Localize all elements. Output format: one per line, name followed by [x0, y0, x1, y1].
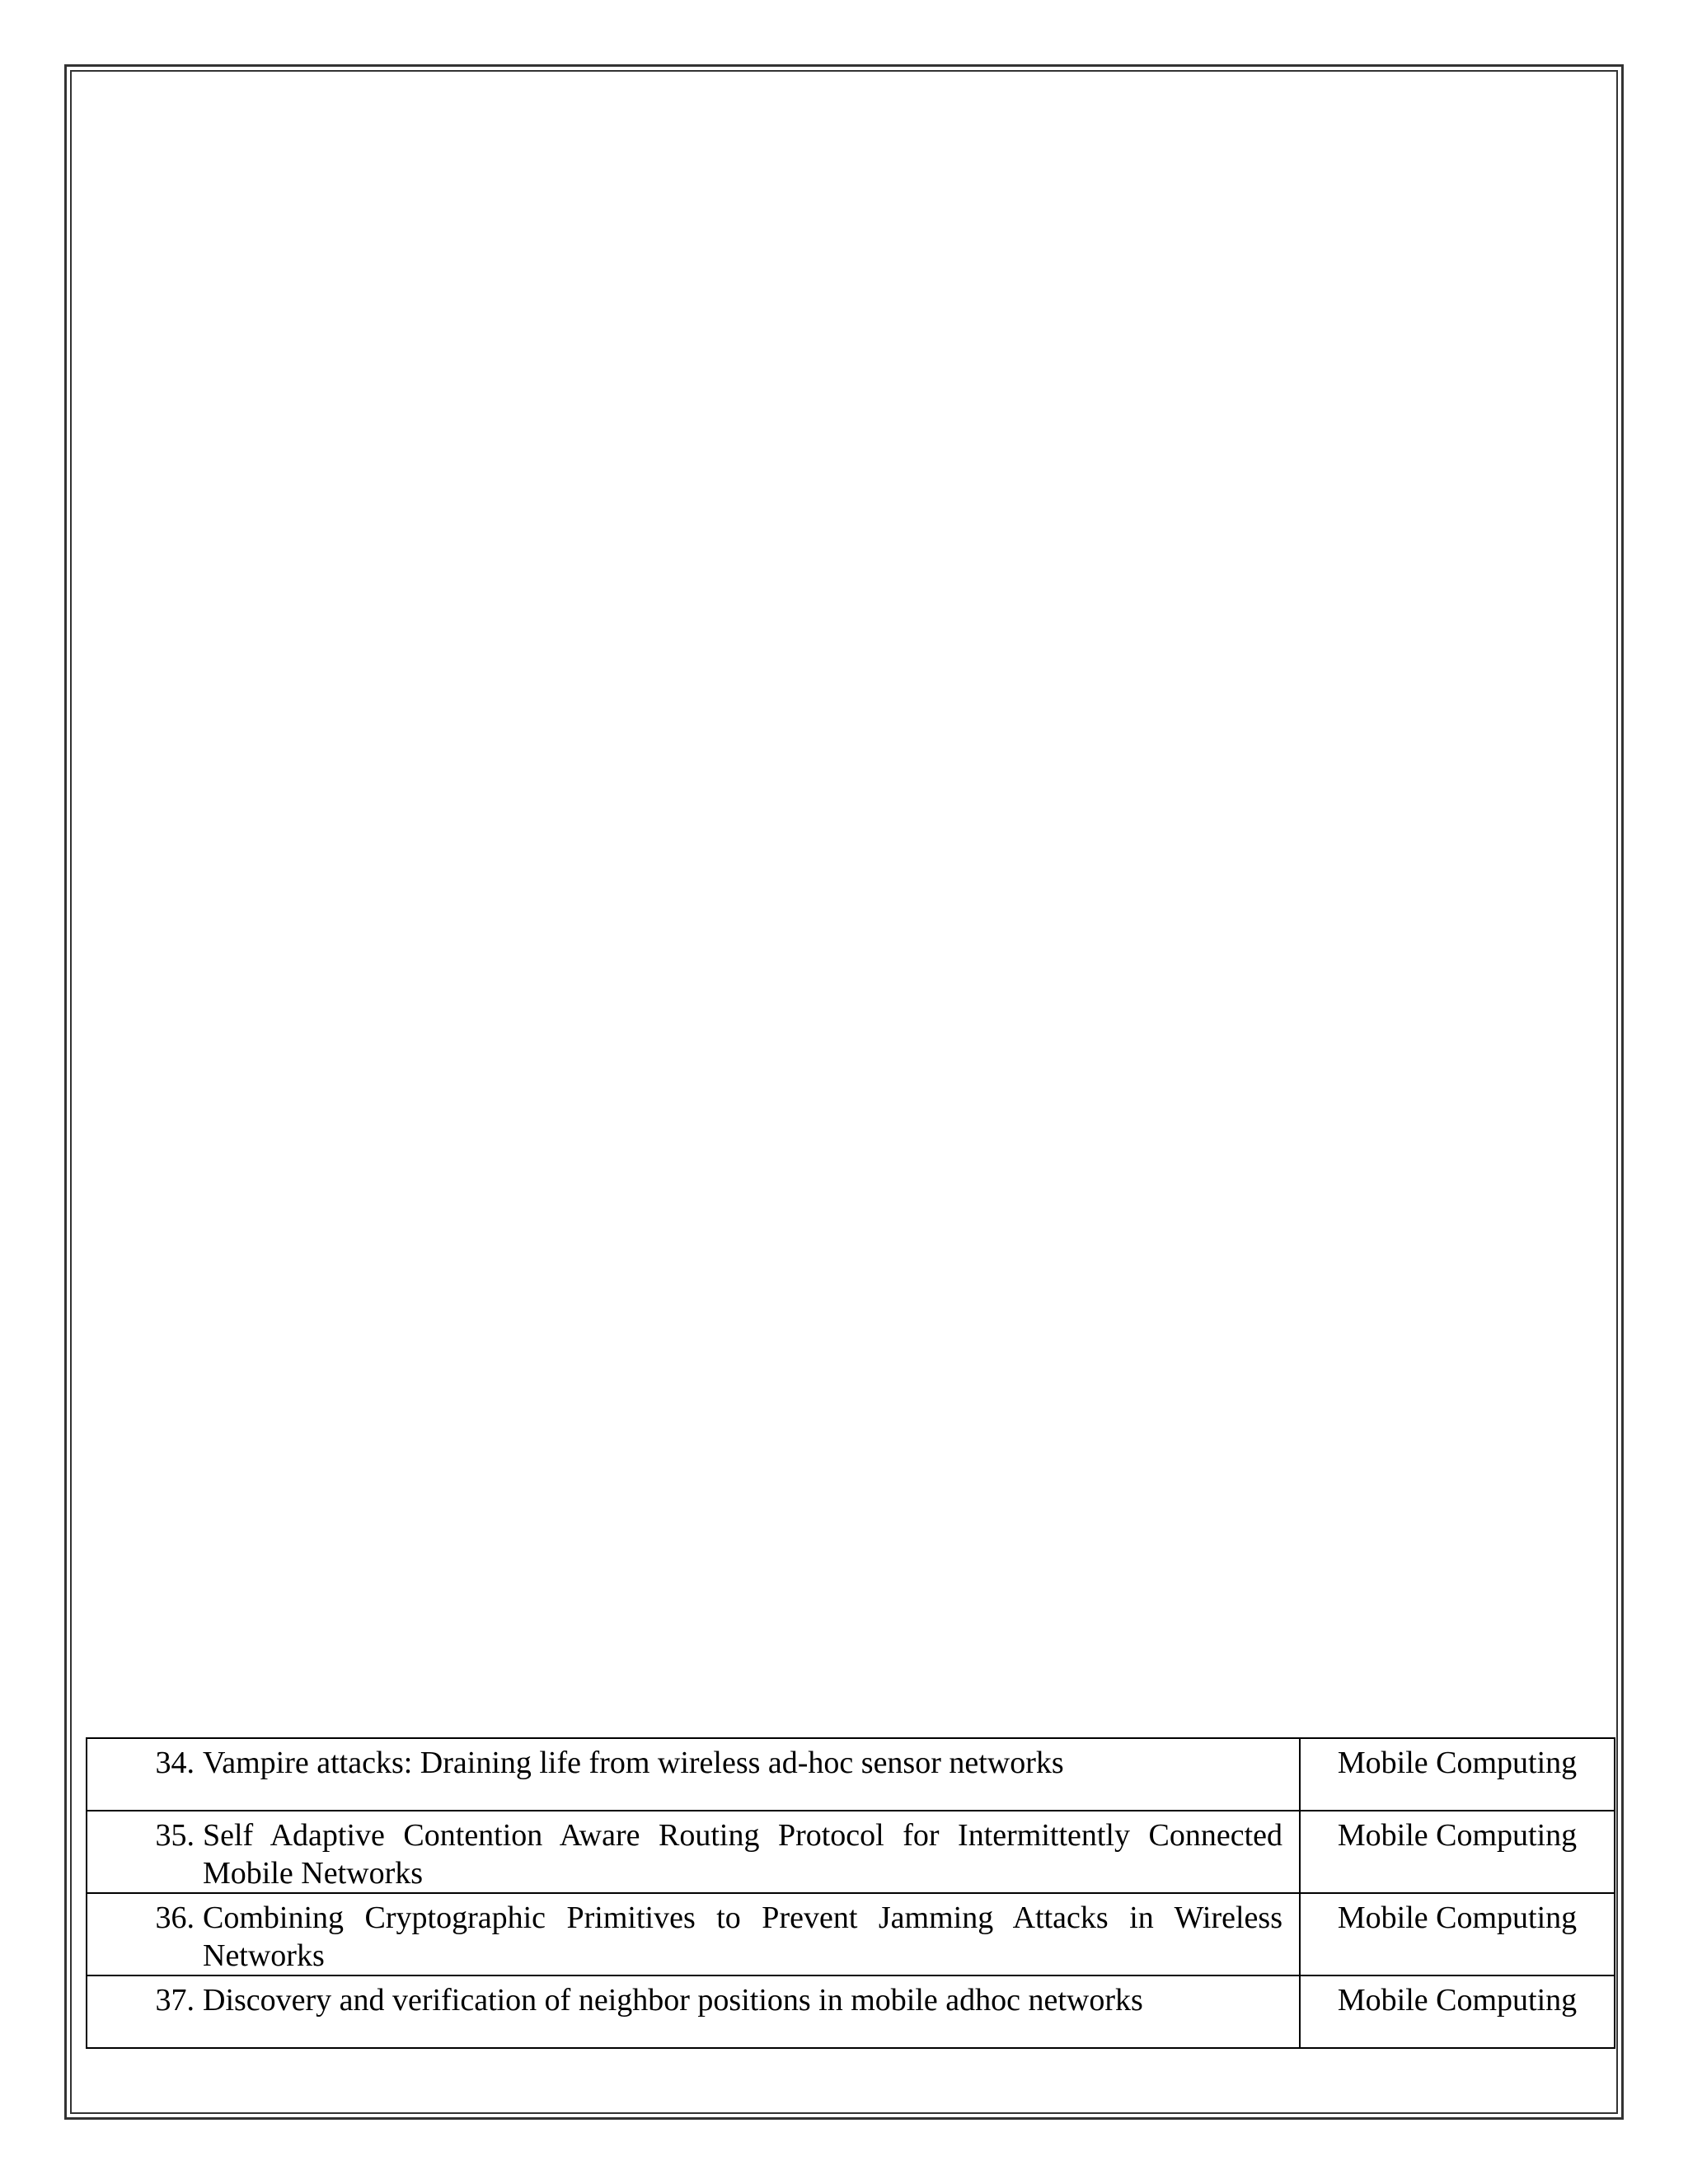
project-number: 34.: [155, 1746, 195, 1780]
project-title-cell: [87, 1738, 1300, 1811]
table-row: [87, 1738, 1615, 1811]
project-domain: Mobile Computing: [1300, 1811, 1615, 1893]
project-title-cell: [87, 1893, 1300, 1975]
project-domain: Mobile Computing: [1300, 1893, 1615, 1975]
project-domain: Mobile Computing: [1300, 1975, 1615, 2048]
project-domain: Mobile Computing: [1300, 1738, 1615, 1811]
project-title: Discovery and verification of neighbor positions in mobile adhoc networks: [203, 1983, 1143, 2018]
table-row: [87, 1975, 1615, 2048]
project-title: Combining Cryptographic Primitives to Prevent Jamming Attacks in Wireless Networks: [203, 1900, 1282, 1973]
project-title: Vampire attacks: Draining life from wireless ad-hoc sensor networks: [203, 1746, 1064, 1780]
table-row: [87, 1893, 1615, 1975]
project-number: 35.: [155, 1818, 195, 1853]
project-number: 36.: [155, 1900, 195, 1935]
project-title-cell: [87, 1811, 1300, 1893]
project-title-cell: [87, 1975, 1300, 2048]
project-title: Self Adaptive Contention Aware Routing Protocol for Intermittently Connected Mobile Networks: [203, 1818, 1282, 1891]
project-table: [86, 1737, 1615, 2049]
project-number: 37.: [155, 1983, 195, 2018]
table-row: [87, 1811, 1615, 1893]
